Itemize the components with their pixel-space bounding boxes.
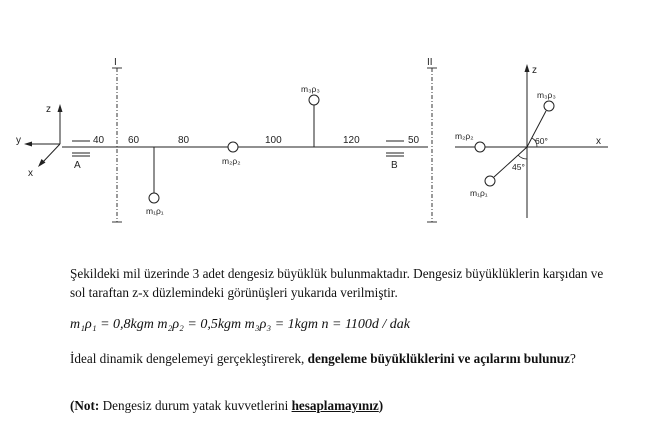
plane-i-label: I [114, 57, 117, 68]
note-open: (Not: [70, 398, 103, 413]
end-z-axis-label: z [532, 65, 537, 76]
end-x-axis-label: x [596, 136, 601, 147]
mass-1-end-label: m₁ρ₁ [470, 188, 488, 198]
mass-2-side [228, 142, 238, 152]
mass-3-side-label: m₃ρ₃ [301, 84, 320, 94]
mass-3-end-label: m₃ρ₃ [537, 90, 556, 100]
distance-80: 80 [178, 135, 190, 146]
bearing-b [386, 141, 404, 156]
angle-45-arc [518, 155, 527, 159]
side-y-axis-label: y [16, 135, 21, 146]
side-coordinate-system [24, 104, 63, 167]
note-close: ) [378, 398, 384, 413]
distance-40: 40 [93, 135, 105, 146]
mass-2-end-label: m₂ρ₂ [455, 131, 474, 141]
problem-equation: m₁ρ₁ = 0,8kgm m₂ρ₂ = 0,5kgm m₃ρ₃ = 1kgm n = 1100d / dak [70, 317, 411, 332]
bearing-b-label: B [391, 160, 398, 171]
mass-2-end [475, 142, 485, 152]
distance-50: 50 [408, 135, 420, 146]
problem-note [70, 398, 610, 414]
mass-3-end [544, 101, 554, 111]
side-z-axis-label: z [46, 104, 51, 115]
distance-60: 60 [128, 135, 140, 146]
distance-120: 120 [343, 135, 360, 146]
side-x-axis-label: x [28, 168, 33, 179]
task-bold: dengeleme büyüklüklerini ve açılarını bulunuz [307, 351, 570, 366]
angle-45-label: 45° [512, 162, 525, 172]
mass-1-side-label: m₁ρ₁ [146, 206, 164, 216]
angle-60-label: 60° [535, 136, 548, 146]
mass-3-side [309, 95, 319, 105]
distance-100: 100 [265, 135, 282, 146]
task-suffix: ? [569, 351, 576, 366]
problem-task [70, 349, 610, 368]
task-prefix: İdeal dinamik dengelemeyi gerçekleştirerek, [70, 351, 308, 366]
mass-2-side-label: m₂ρ₂ [222, 156, 241, 166]
note-text: Dengesiz durum yatak kuvvetlerini [102, 398, 292, 413]
bearing-a [72, 141, 90, 156]
note-underlined: hesaplamayınız [291, 398, 379, 413]
plane-ii-label: II [427, 57, 433, 68]
problem-intro: Şekildeki mil üzerinde 3 adet dengesiz büyüklük bulunmaktadır. Dengesiz büyüklüklerin karşıdan ve sol taraftan z-x düzlemindeki görünüşleri yukarıda verilmiştir. [70, 266, 604, 300]
bearing-a-label: A [74, 160, 81, 171]
mass-1-side [149, 193, 159, 203]
mass-1-end [485, 176, 495, 186]
